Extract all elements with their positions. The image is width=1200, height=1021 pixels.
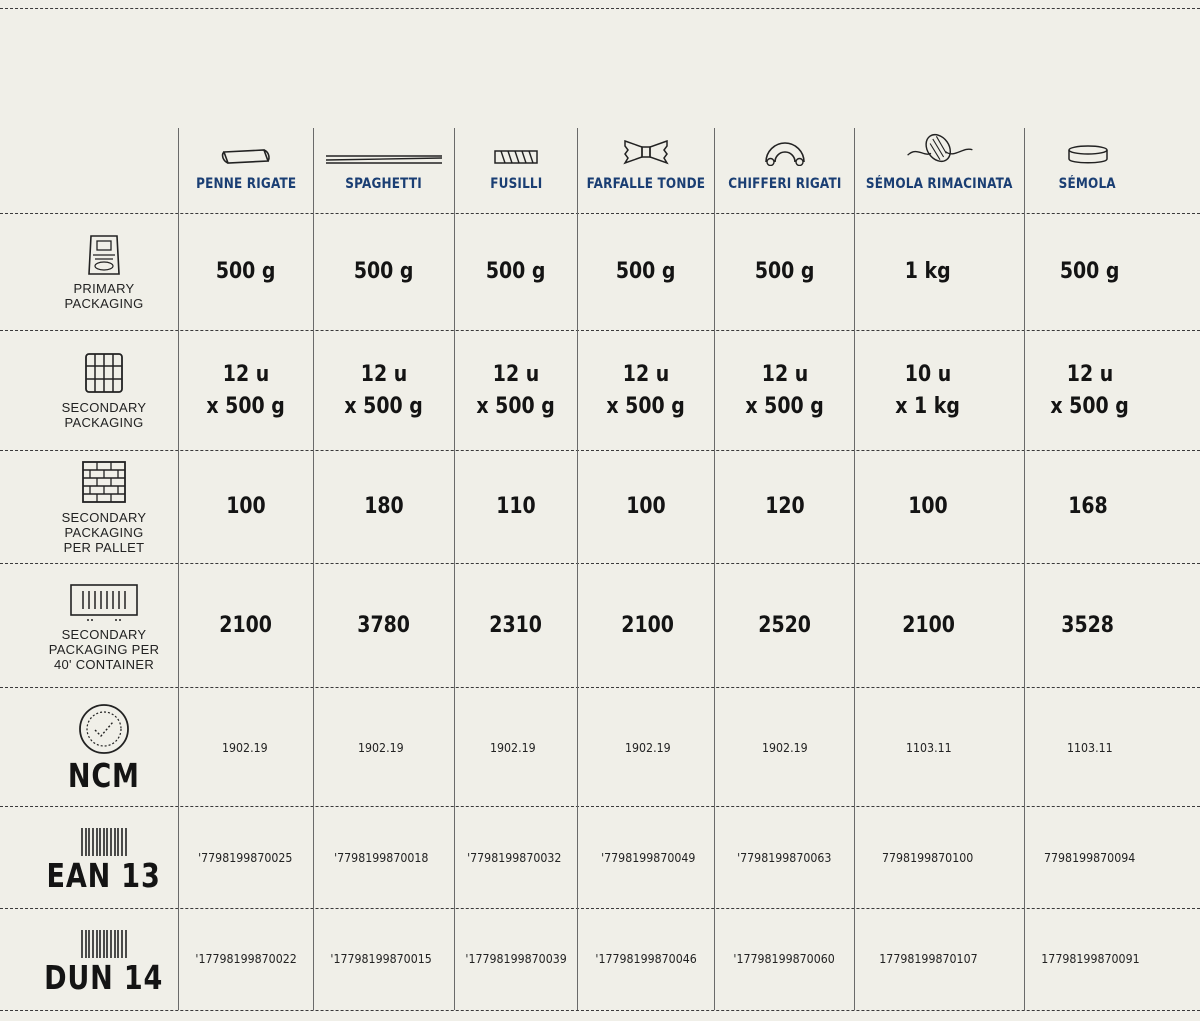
cell-ean13 xyxy=(715,809,854,907)
product-name: PENNE RIGATE xyxy=(195,176,297,192)
cell-container xyxy=(855,566,1003,686)
row-label-text: DUN 14 xyxy=(44,958,164,997)
cell-value: '7798199870032 xyxy=(466,851,562,865)
cell-ean13 xyxy=(1025,809,1155,907)
cell-value: 3528 xyxy=(1061,613,1114,638)
cell-value-units: 12 u xyxy=(1066,361,1114,387)
cell-value-weight: x 500 g xyxy=(344,393,424,419)
semola-rimacinata-icon xyxy=(900,130,980,166)
semola-icon xyxy=(1066,144,1110,166)
cell-primary xyxy=(179,214,313,330)
cell-ean13 xyxy=(455,809,573,907)
cell-secondary xyxy=(578,331,714,450)
row-label-text: SECONDARY PACKAGING PER 40' CONTAINER xyxy=(48,627,160,672)
cell-value: 168 xyxy=(1067,494,1108,519)
row-label-text: PRIMARY PACKAGING xyxy=(64,281,144,311)
row-label-ean13 xyxy=(0,814,208,906)
row-label-text: SECONDARY PACKAGING PER PALLET xyxy=(61,509,147,555)
cell-value-weight: x 500 g xyxy=(606,393,686,419)
product-name: CHIFFERI RIGATI xyxy=(727,176,842,192)
cell-value: 120 xyxy=(764,494,805,519)
cell-container xyxy=(314,566,454,686)
cell-value: 1902.19 xyxy=(761,740,808,755)
cell-value: 1902.19 xyxy=(222,740,268,755)
cell-value: 180 xyxy=(364,494,404,519)
row-label-text: NCM xyxy=(68,756,140,795)
cell-ncm xyxy=(715,690,854,805)
cell-primary xyxy=(578,214,714,330)
cell-primary xyxy=(455,214,577,330)
cell-value-units: 12 u xyxy=(622,361,670,387)
product-name: FARFALLE TONDE xyxy=(586,176,706,192)
cell-secondary xyxy=(179,331,313,450)
column-header-semola xyxy=(1025,130,1150,210)
row-label-text: SECONDARY PACKAGING xyxy=(61,399,147,430)
cell-dun14 xyxy=(578,910,714,1008)
row-label-text: EAN 13 xyxy=(46,856,162,895)
cell-pallet xyxy=(1025,451,1150,563)
cell-dun14 xyxy=(314,910,448,1008)
column-header-semola-rimacinata xyxy=(855,130,1024,210)
row-label-ncm xyxy=(0,692,208,804)
cell-value: '7798199870049 xyxy=(600,851,696,865)
cell-pallet xyxy=(314,451,454,563)
cell-value: '7798199870025 xyxy=(197,851,293,865)
cell-value-units: 12 u xyxy=(492,361,540,387)
row-label-primary-packaging xyxy=(0,214,208,330)
chifferi-icon xyxy=(763,136,807,166)
barcode-icon xyxy=(80,928,128,960)
cell-primary xyxy=(855,214,1001,330)
cell-primary xyxy=(1025,214,1155,330)
cell-value: 7798199870100 xyxy=(882,851,974,865)
cell-container xyxy=(715,566,854,686)
cell-value-units: 12 u xyxy=(761,361,808,387)
penne-icon xyxy=(220,146,272,166)
cell-value: 2100 xyxy=(902,613,956,638)
spaghetti-icon xyxy=(324,152,444,166)
separator-top xyxy=(0,8,1200,9)
cell-ncm xyxy=(455,690,571,805)
cell-value: 2520 xyxy=(758,613,811,638)
cell-value-weight: x 500 g xyxy=(745,393,824,419)
column-header-spaghetti xyxy=(314,130,454,210)
cell-value-units: 12 u xyxy=(222,361,270,387)
cell-value: 1902.19 xyxy=(358,740,404,755)
row-label-pallet xyxy=(0,451,208,563)
cell-value: 500 g xyxy=(754,259,815,284)
cell-value-units: 12 u xyxy=(360,361,408,387)
separator-row-6 xyxy=(0,908,1200,909)
cell-ean13 xyxy=(314,809,448,907)
box-grid-icon xyxy=(84,352,124,394)
cell-value: 2100 xyxy=(621,613,675,638)
separator-row-5 xyxy=(0,806,1200,807)
cell-container xyxy=(578,566,718,686)
cell-value-weight: x 1 kg xyxy=(895,393,961,419)
cell-pallet xyxy=(179,451,313,563)
cell-value-weight: x 500 g xyxy=(206,393,286,419)
separator-row-4 xyxy=(0,687,1200,688)
cell-primary xyxy=(715,214,854,330)
cell-value: 100 xyxy=(908,494,948,519)
bag-icon xyxy=(87,233,121,277)
cell-primary xyxy=(314,214,454,330)
cell-secondary xyxy=(1025,331,1155,450)
cell-value: 17798199870107 xyxy=(878,952,978,966)
cell-value: '17798199870015 xyxy=(330,952,432,966)
product-name: SÉMOLA xyxy=(1058,176,1117,192)
cell-value-units: 10 u xyxy=(904,361,952,387)
separator-row-3 xyxy=(0,563,1200,564)
cell-value: 500 g xyxy=(216,259,276,284)
cell-value: 1103.11 xyxy=(906,740,952,755)
cell-secondary xyxy=(314,331,454,450)
container-icon xyxy=(69,583,139,623)
cell-value: 500 g xyxy=(486,259,546,284)
cell-value: '17798199870046 xyxy=(595,952,697,966)
cell-value: 500 g xyxy=(1060,259,1120,284)
cell-dun14 xyxy=(715,910,854,1008)
cell-value: 1902.19 xyxy=(490,740,536,755)
cell-value: 1 kg xyxy=(905,259,951,284)
cell-value: '17798199870022 xyxy=(195,952,297,966)
product-name: SÉMOLA RIMACINATA xyxy=(866,176,1013,192)
cell-ncm xyxy=(314,690,448,805)
cell-dun14 xyxy=(179,910,313,1008)
cell-ean13 xyxy=(855,809,1001,907)
cell-ncm xyxy=(578,690,718,805)
cell-value: '17798199870039 xyxy=(465,952,567,966)
cell-container xyxy=(1025,566,1150,686)
pallet-icon xyxy=(81,460,127,504)
cell-value-weight: x 500 g xyxy=(476,393,556,419)
column-header-penne xyxy=(179,130,313,210)
cell-ean13 xyxy=(179,809,311,907)
cell-value: 2310 xyxy=(489,613,543,638)
barcode-icon xyxy=(80,826,128,858)
row-label-dun14 xyxy=(0,916,208,1008)
cell-dun14 xyxy=(1025,910,1155,1008)
farfalle-icon xyxy=(622,138,670,166)
cell-value: 1902.19 xyxy=(625,740,671,755)
product-name: FUSILLI xyxy=(489,176,543,192)
cell-secondary xyxy=(715,331,854,450)
cell-value: 1103.11 xyxy=(1067,740,1113,755)
column-header-chifferi xyxy=(715,130,854,210)
cell-ean13 xyxy=(578,809,718,907)
cell-container xyxy=(455,566,577,686)
cell-value: 2100 xyxy=(219,613,273,638)
cell-container xyxy=(179,566,313,686)
cell-value: 100 xyxy=(626,494,666,519)
cell-ncm xyxy=(1025,690,1155,805)
cell-value: 110 xyxy=(496,494,536,519)
fusilli-icon xyxy=(493,148,539,166)
cell-dun14 xyxy=(855,910,1001,1008)
cell-value: '17798199870060 xyxy=(733,952,836,966)
cell-pallet xyxy=(715,451,854,563)
cell-value: 17798199870091 xyxy=(1040,952,1140,966)
cell-value-weight: x 500 g xyxy=(1050,393,1130,419)
separator-bottom xyxy=(0,1010,1200,1011)
row-label-secondary-packaging xyxy=(0,331,208,450)
cell-secondary xyxy=(855,331,1001,450)
cell-value: 7798199870094 xyxy=(1044,851,1136,865)
product-name: SPAGHETTI xyxy=(345,176,423,192)
cell-value: '7798199870018 xyxy=(333,851,429,865)
cell-value: '7798199870063 xyxy=(737,851,832,865)
cell-pallet xyxy=(455,451,577,563)
cell-value: 3780 xyxy=(357,613,411,638)
cell-ncm xyxy=(855,690,1003,805)
cell-value: 100 xyxy=(226,494,266,519)
cell-value: 500 g xyxy=(616,259,676,284)
column-header-farfalle xyxy=(578,130,714,210)
column-header-fusilli xyxy=(455,130,577,210)
row-label-container xyxy=(0,569,208,686)
cell-pallet xyxy=(578,451,714,563)
cell-ncm xyxy=(179,690,311,805)
cell-value: 500 g xyxy=(354,259,414,284)
cell-dun14 xyxy=(455,910,577,1008)
seal-check-icon xyxy=(77,702,131,756)
cell-pallet xyxy=(855,451,1001,563)
cell-secondary xyxy=(455,331,577,450)
